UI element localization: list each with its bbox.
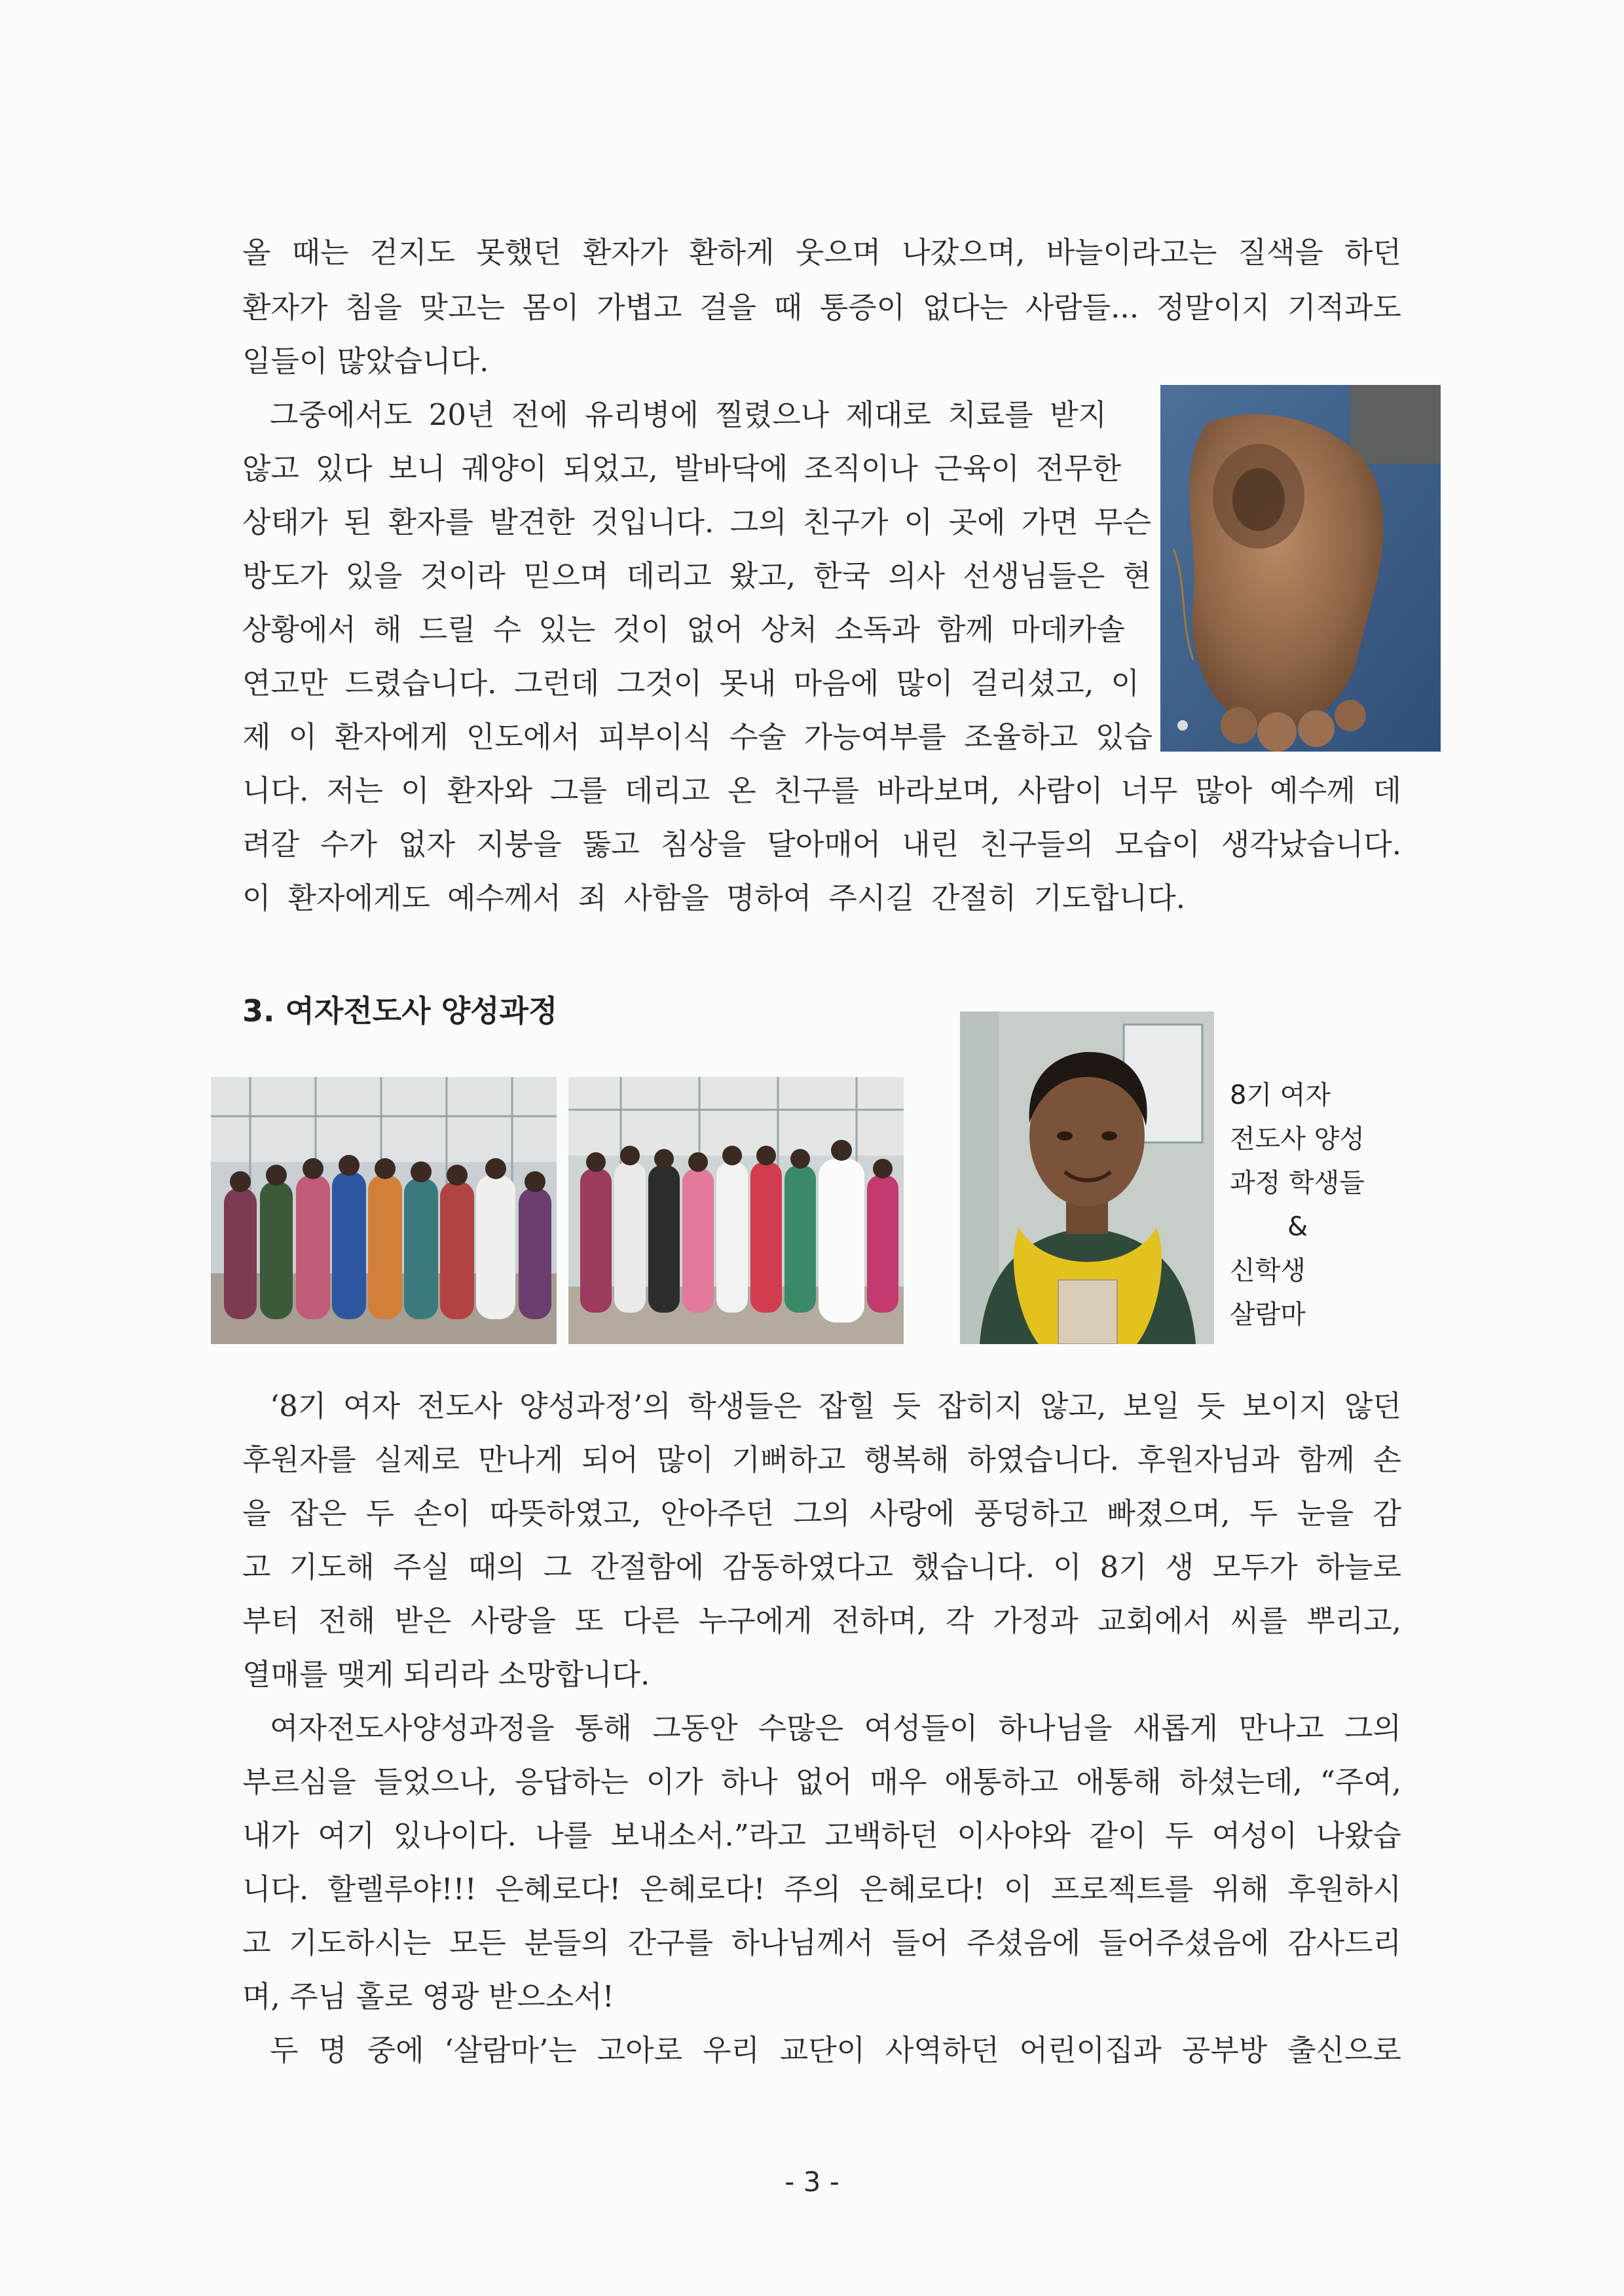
text-line: 여자전도사양성과정을 통해 그동안 수많은 여성들이 하나님을 새롭게 만나고 그의	[270, 1711, 1401, 1745]
text-line: 그중에서도 20년 전에 유리병에 찔렸으나 제대로 치료를 받지	[270, 397, 1107, 432]
caption-line: 8기 여자	[1230, 1080, 1331, 1110]
group-photo-2	[568, 1077, 904, 1344]
text-line: 을 잡은 두 손이 따뜻하였고, 안아주던 그의 사랑에 풍덩하고 빠졌으며, 두 눈을 감	[242, 1496, 1401, 1531]
text-line: 상황에서 해 드릴 수 있는 것이 없어 상처 소독과 함께 마데카솔	[242, 612, 1125, 647]
text-line: 두 명 중에 ‘살람마’는 고아로 우리 교단이 사역하던 어린이집과 공부방 출신으로	[270, 2033, 1401, 2068]
caption-line: 살람마	[1230, 1300, 1306, 1330]
text-line: ‘8기 여자 전도사 양성과정’의 학생들은 잡힐 듯 잡히지 않고, 보일 듯 보이지 않던	[270, 1389, 1401, 1423]
photo-caption	[1230, 1074, 1380, 1337]
text-line: 려갈 수가 없자 지붕을 뚫고 침상을 달아매어 내린 친구들의 모습이 생각났습니다.	[242, 827, 1401, 862]
text-line: 이 환자에게도 예수께서 죄 사함을 명하여 주시길 간절히 기도합니다.	[242, 881, 1185, 915]
text-line: 부르심을 들었으나, 응답하는 이가 하나 없어 매우 애통하고 애통해 하셨는데, “주여,	[242, 1764, 1401, 1799]
text-line: 열매를 맺게 되리라 소망합니다.	[242, 1657, 650, 1692]
text-line: 일들이 많았습니다.	[242, 344, 489, 378]
text-line: 내가 여기 있나이다. 나를 보내소서.”라고 고백하던 이사야와 같이 두 여성이 나왔습	[242, 1818, 1401, 1853]
group-photo-1	[211, 1077, 557, 1344]
text-line: 후원자를 실제로 만나게 되어 많이 기뻐하고 행복해 하였습니다. 후원자님과 함께 손	[242, 1442, 1401, 1477]
caption-line: 전도사 양성	[1230, 1124, 1365, 1154]
text-line: 환자가 침을 맞고는 몸이 가볍고 걸을 때 통증이 없다는 사람들... 정말이지 기적과도	[242, 290, 1401, 325]
section-heading: 3. 여자전도사 양성과정	[242, 993, 558, 1029]
text-line: 상태가 된 환자를 발견한 것입니다. 그의 친구가 이 곳에 가면 무슨	[242, 505, 1151, 539]
text-line: 제 이 환자에게 인도에서 피부이식 수술 가능여부를 조율하고 있습	[242, 720, 1153, 754]
text-line: 연고만 드렸습니다. 그런데 그것이 못내 마음에 많이 걸리셨고, 이	[242, 666, 1139, 701]
page-number: - 3 -	[784, 2166, 840, 2198]
text-line: 니다. 저는 이 환자와 그를 데리고 온 친구를 바라보며, 사람이 너무 많아 예수께 데	[242, 773, 1401, 808]
text-line: 고 기도해 주실 때의 그 간절함에 감동하였다고 했습니다. 이 8기 생 모두가 하늘로	[242, 1550, 1401, 1584]
text-line: 부터 전해 받은 사랑을 또 다른 누구에게 전하며, 각 가정과 교회에서 씨를 뿌리고,	[242, 1603, 1401, 1638]
text-line: 고 기도하시는 모든 분들의 간구를 하나님께서 들어 주셨음에 들어주셨음에 감사드리	[242, 1925, 1401, 1960]
caption-line: 과정 학생들	[1230, 1168, 1365, 1198]
text-line: 며, 주님 홀로 영광 받으소서!	[242, 1979, 614, 2014]
student-portrait-photo	[960, 1011, 1214, 1344]
text-line: 않고 있다 보니 궤양이 되었고, 발바닥에 조직이나 근육이 전무한	[242, 451, 1121, 486]
caption-line: 신학생	[1230, 1256, 1306, 1286]
foot-wound-photo	[1160, 385, 1441, 752]
text-line: 니다. 할렐루야!!! 은혜로다! 은혜로다! 주의 은혜로다! 이 프로젝트를 위해 후원하시	[242, 1872, 1401, 1906]
text-line: 방도가 있을 것이라 믿으며 데리고 왔고, 한국 의사 선생님들은 현	[242, 558, 1151, 593]
caption-line: &	[1287, 1212, 1308, 1242]
text-line: 올 때는 걷지도 못했던 환자가 환하게 웃으며 나갔으며, 바늘이라고는 질색을 하던	[242, 235, 1401, 270]
